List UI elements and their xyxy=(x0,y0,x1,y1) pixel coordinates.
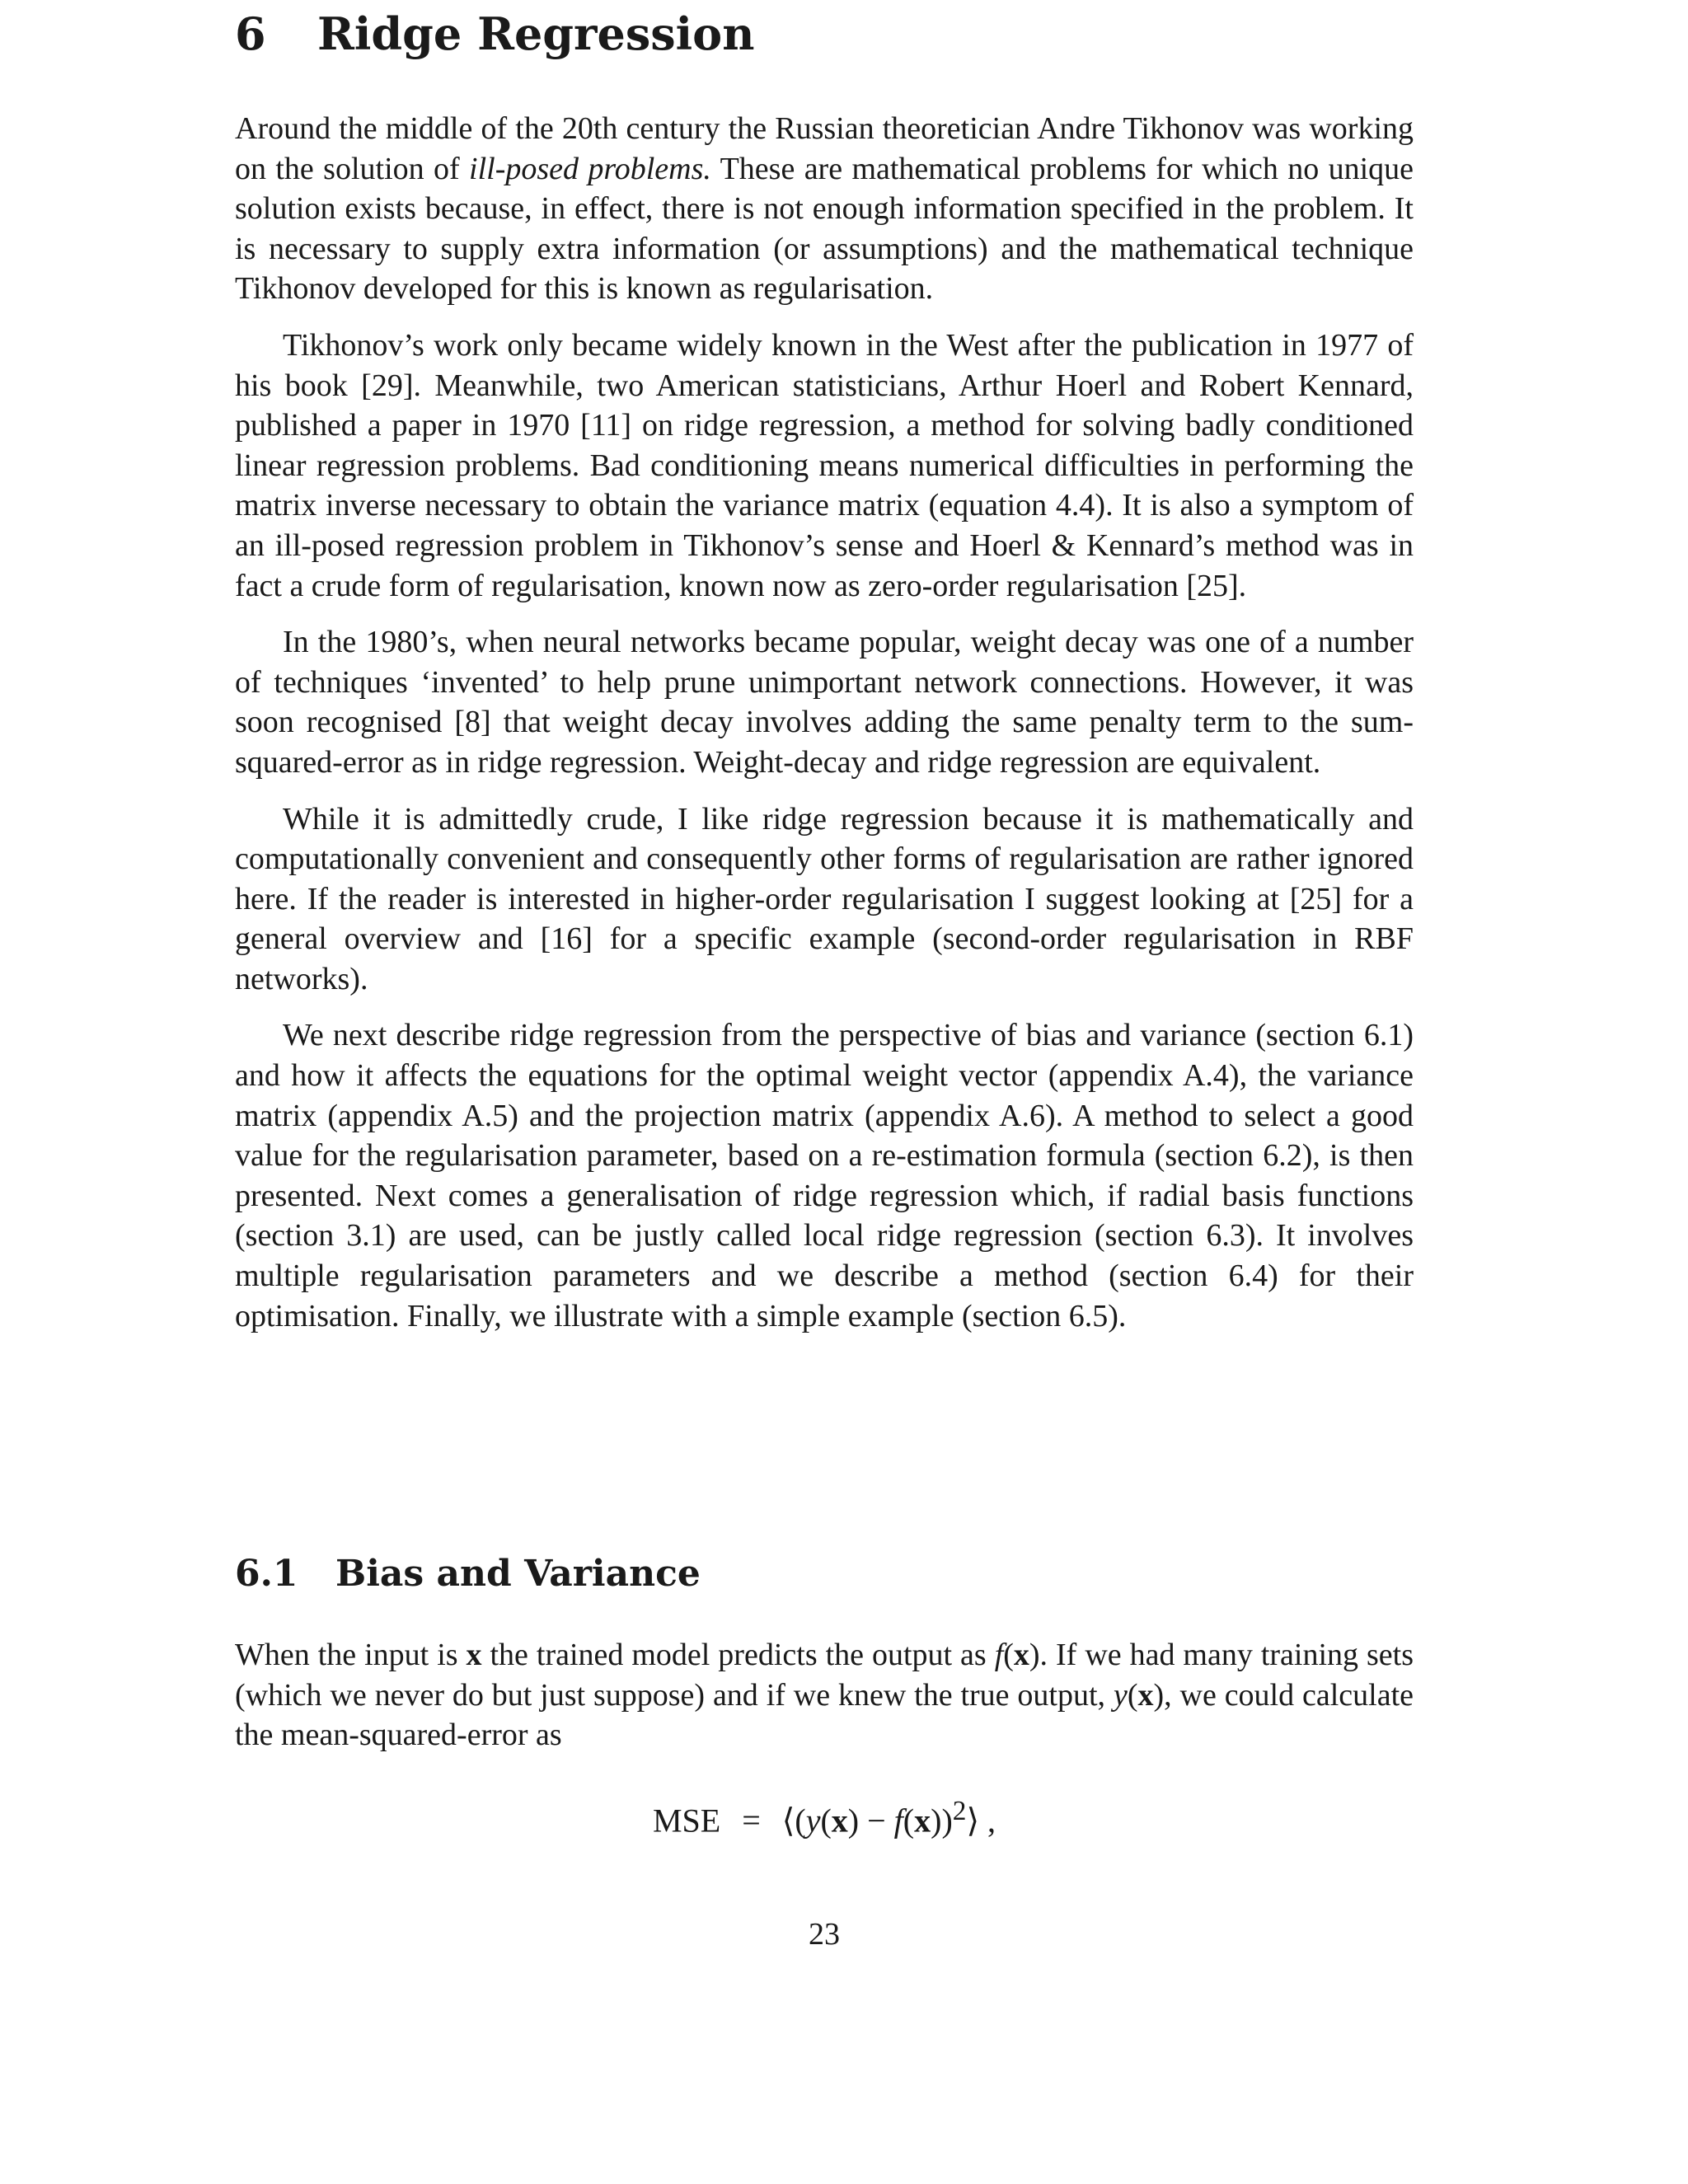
equation-lhs: MSE xyxy=(652,1802,721,1840)
paragraph-2: Tikhonov’s work only became widely known in the West after the publication in 1977 of his book [29]. Meanwhile, two American statisticians, Arthur Hoerl and Robert Kennard, published a paper in 1970 [11] on ridge regression, a method for solving badly conditioned linear regression problems. Bad conditioning means numerical difficulties in performing the matrix inverse necessary to obtain the variance matrix (equation 4.4). It is also a symptom of an ill-posed regression problem in Tikhonov’s sense and Hoerl & Kennard’s method was in fact a crude form of regularisation, known now as zero-order regularisation [25]. xyxy=(235,327,1414,603)
section-text-f: ), we could calculate the mean-squared-error as xyxy=(235,1677,1414,1753)
chapter-body xyxy=(235,109,1414,1352)
section-number: 6.1 xyxy=(235,1553,298,1595)
paragraph-1 xyxy=(235,109,1414,309)
equation-open-bracket: ⟨( xyxy=(781,1802,806,1840)
section-title: Bias and Variance xyxy=(335,1553,701,1595)
section-var-x1: x xyxy=(466,1638,482,1672)
equation-var-f: f xyxy=(893,1802,903,1840)
section-text-c: ( xyxy=(1003,1638,1014,1672)
page-number: 23 xyxy=(809,1917,840,1952)
chapter-title: Ridge Regression xyxy=(317,7,755,60)
paragraph-5: We next describe ridge regression from the perspective of bias and variance (section 6.1) and how it affects the equations for the optimal weight vector (appendix A.4), the variance matrix (appendix A.5) and the projection matrix (appendix A.6). A method to select a good value for the regularisation parameter, based on a re-estimation formula (section 6.2), is then presented. Next comes a generalisation of ridge regression which, if radial basis functions (section 3.1) are used, can be justly called local ridge regression (section 6.3). It involves multiple regularisation parameters and we describe a method (section 6.4) for their optimisation. Finally, we illustrate with a simple example (section 6.5). xyxy=(235,1018,1414,1333)
equation-paren-1: ( xyxy=(820,1802,832,1840)
chapter-number: 6 xyxy=(235,7,266,60)
section-text-e: ( xyxy=(1127,1677,1138,1713)
equation-minus: ) − xyxy=(847,1802,894,1840)
paragraph-1-text-a: Around the middle of the 20th century the Russian theoretician Andre Tikhonov was working on the solution of xyxy=(235,111,1414,186)
section-heading xyxy=(235,1549,701,1599)
equation-exponent: 2 xyxy=(952,1796,967,1826)
equation-paren-2: ( xyxy=(903,1802,915,1840)
section-paragraph-1 xyxy=(235,1635,1414,1755)
section-var-x2: x xyxy=(1013,1638,1029,1672)
equation-var-y: y xyxy=(805,1802,821,1840)
paragraph-1-text-b: These are mathematical problems for which no unique solution exists because, in effect, there is not enough information specified in the problem. It is necessary to supply extra information (or assumptions) and the mathematical technique Tikhonov developed for this is known as regularisation. xyxy=(235,151,1414,307)
section-body xyxy=(235,1635,1414,1772)
section-text-d: ). If we had many training sets (which we never do but just suppose) and if we knew the true output, xyxy=(235,1638,1414,1713)
section-text-b: the trained model predicts the output as xyxy=(481,1638,995,1672)
equation-equals: = xyxy=(742,1802,761,1840)
section-var-x3: x xyxy=(1137,1677,1154,1713)
chapter-heading xyxy=(235,0,754,68)
paragraph-4: While it is admittedly crude, I like ridge regression because it is mathematically and computationally convenient and consequently other forms of regularisation are rather ignored here. If the reader is interested in higher-order regularisation I suggest looking at [25] for a general overview and [16] for a specific example (second-order regularisation in RBF networks). xyxy=(235,801,1414,996)
equation-close-bracket: ⟩ xyxy=(966,1802,980,1840)
section-text-a: When the input is xyxy=(235,1638,467,1672)
equation-paren-close: )) xyxy=(931,1802,953,1840)
paragraph-1-emphasis: ill-posed problems. xyxy=(469,151,711,186)
equation-trailing-comma: , xyxy=(979,1802,996,1840)
section-var-y: y xyxy=(1113,1677,1128,1713)
equation-var-x1: x xyxy=(831,1802,848,1840)
section-var-f: f xyxy=(994,1638,1004,1672)
equation-var-x2: x xyxy=(914,1802,931,1840)
paragraph-3: In the 1980’s, when neural networks became popular, weight decay was one of a number of techniques ‘invented’ to help prune unimportant network connections. However, it was soon recognised [8] that weight decay involves adding the same penalty term to the sum-squared-error as in ridge regression. Weight-decay and ridge regression are equivalent. xyxy=(235,625,1414,780)
mse-equation xyxy=(235,1788,1414,1844)
